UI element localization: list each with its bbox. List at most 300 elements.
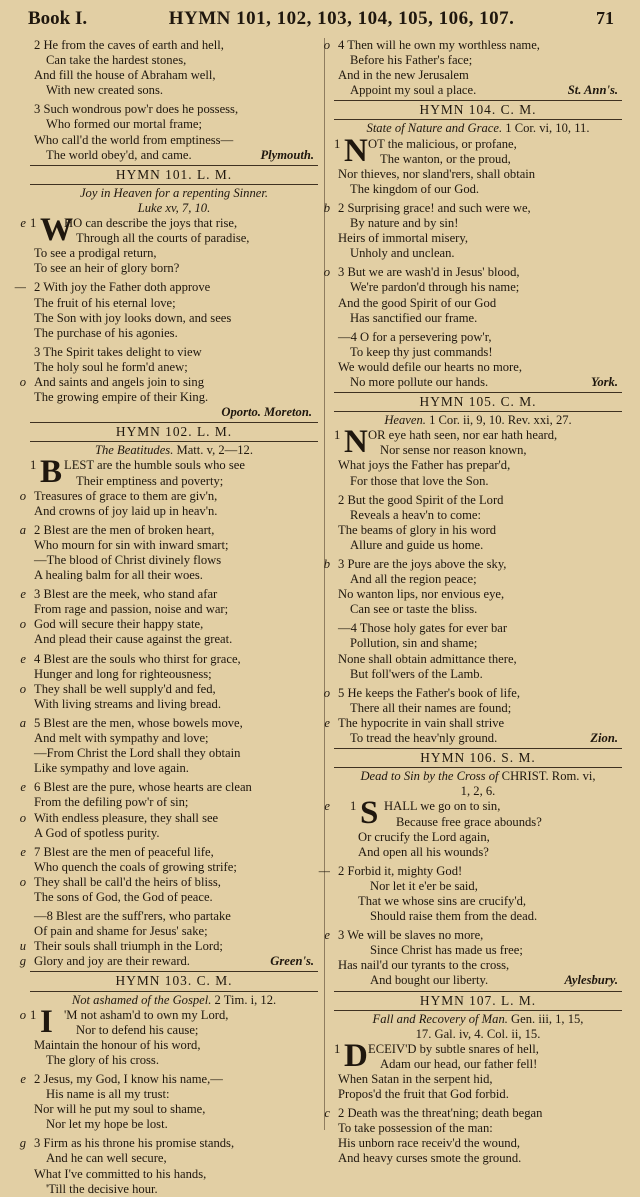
verse-text: Allure and guide us home. bbox=[350, 537, 484, 552]
verse-text: Nor thieves, nor sland'rers, shall obtain bbox=[338, 166, 536, 181]
verse-text: With endless pleasure, they shall see bbox=[34, 810, 219, 825]
expression-mark: b bbox=[323, 557, 330, 571]
verse-text: 2 Blest are the men of broken heart, bbox=[34, 522, 215, 537]
tune-attribution: Aylesbury. bbox=[564, 973, 618, 988]
verse-text: Can take the hardest stones, bbox=[46, 53, 187, 68]
verse-line bbox=[334, 845, 622, 860]
hymn-subtitle bbox=[334, 413, 622, 428]
verse-text: Through all the courts of paradise, bbox=[76, 231, 250, 246]
verse-text: Treasures of grace to them are giv'n, bbox=[34, 488, 218, 503]
verse-text: 2 But the good Spirit of the Lord bbox=[338, 492, 504, 507]
verse-line bbox=[334, 474, 622, 489]
verse-line bbox=[30, 538, 318, 553]
expression-mark: a bbox=[19, 715, 26, 730]
scripture-reference: 1, 2, 6. bbox=[460, 784, 496, 799]
verse-line bbox=[19, 939, 318, 954]
verse-text: The Son with joy looks down, and sees bbox=[34, 310, 232, 325]
hymn-divider bbox=[334, 100, 622, 101]
verse-text: The purchase of his agonies. bbox=[34, 325, 178, 340]
drop-cap: N bbox=[344, 132, 368, 169]
verse-text: God will secure their happy state, bbox=[34, 617, 204, 632]
expression-mark: o bbox=[19, 874, 26, 889]
verse-line bbox=[30, 345, 318, 360]
verse-text: Heirs of immortal misery, bbox=[338, 231, 468, 246]
expression-mark: e bbox=[324, 799, 330, 814]
verse-text: Nor to defend his cause; bbox=[76, 1022, 199, 1037]
verse-line bbox=[334, 943, 622, 958]
verse-text: Their emptiness and poverty; bbox=[76, 473, 224, 488]
verse-text: 2 Forbid it, mighty God! bbox=[338, 863, 463, 878]
verse-line bbox=[30, 697, 318, 712]
verse-line bbox=[334, 958, 622, 973]
expression-mark: e bbox=[20, 1072, 26, 1086]
verse-line bbox=[19, 810, 318, 826]
expression-mark: e bbox=[20, 780, 26, 795]
hymn-divider bbox=[334, 411, 622, 412]
verse-line bbox=[30, 246, 318, 261]
expression-mark: o bbox=[19, 681, 26, 696]
hymn-divider bbox=[334, 119, 622, 120]
hymn-divider bbox=[30, 991, 318, 992]
verse-line bbox=[19, 374, 318, 390]
expression-mark: e bbox=[324, 715, 330, 730]
hymn-divider bbox=[334, 991, 622, 992]
verse-number: 1 bbox=[334, 136, 341, 151]
verse-line bbox=[30, 133, 318, 148]
verse-line bbox=[30, 553, 318, 568]
verse-line bbox=[334, 458, 622, 473]
verse-line bbox=[19, 617, 318, 632]
verse-text: Before his Father's face; bbox=[350, 53, 473, 68]
expression-mark: u bbox=[19, 939, 26, 954]
verse-line bbox=[30, 38, 318, 53]
verse-text: 5 Blest are the men, whose bowels move, bbox=[34, 715, 243, 730]
verse-text: Nor let it e'er be said, bbox=[370, 878, 478, 893]
verse-line bbox=[334, 375, 622, 390]
verse-text: The beams of glory in his word bbox=[338, 522, 497, 537]
expression-mark: e bbox=[20, 587, 26, 602]
opening-stanza bbox=[30, 454, 318, 491]
expression-mark: o bbox=[19, 374, 26, 389]
verse-line bbox=[334, 667, 622, 682]
verse-text: Unholy and unclean. bbox=[350, 246, 455, 261]
verse-text: And all the region peace; bbox=[350, 572, 477, 587]
verse-text: Nor will he put my soul to shame, bbox=[34, 1102, 206, 1117]
verse-text: —8 Blest are the suff'rers, who partake bbox=[34, 909, 231, 924]
hymn-heading: HYMN 104. C. M. bbox=[419, 102, 537, 118]
verse-line bbox=[334, 231, 622, 246]
hymn-subtitle bbox=[30, 443, 318, 458]
verse-text: And the good Spirit of our God bbox=[338, 295, 497, 310]
opening-stanza bbox=[20, 212, 318, 249]
verse-line bbox=[334, 1136, 622, 1151]
verse-line bbox=[334, 311, 622, 326]
verse-text: To take possession of the man: bbox=[338, 1121, 493, 1136]
verse-line bbox=[323, 685, 622, 701]
verse-line bbox=[334, 296, 622, 311]
verse-number: 1 bbox=[30, 458, 37, 473]
verse-line bbox=[334, 973, 622, 988]
verse-line bbox=[334, 182, 622, 197]
verse-line bbox=[318, 863, 622, 879]
verse-text: They shall be well supply'd and fed, bbox=[34, 681, 216, 696]
verse-text: And he can well secure, bbox=[46, 1151, 167, 1166]
verse-text: They shall be call'd the heirs of bliss, bbox=[34, 874, 221, 889]
verse-line bbox=[30, 909, 318, 924]
verse-text: And open all his wounds? bbox=[358, 844, 489, 859]
verse-text: 3 We will be slaves no more, bbox=[338, 928, 484, 943]
expression-mark: o bbox=[19, 488, 26, 503]
verse-line bbox=[30, 1167, 318, 1182]
verse-text: No wanton lips, nor envious eye, bbox=[338, 587, 505, 602]
verse-text: 2 Jesus, my God, I know his name,— bbox=[34, 1072, 223, 1086]
verse-line bbox=[30, 731, 318, 746]
verse-line bbox=[19, 954, 318, 969]
expression-mark: e bbox=[324, 928, 330, 943]
verse-line bbox=[30, 1023, 318, 1038]
verse-line bbox=[334, 1057, 622, 1072]
verse-line bbox=[30, 795, 318, 810]
verse-text: Who formed our mortal frame; bbox=[46, 117, 202, 132]
verse-line bbox=[30, 261, 318, 276]
opening-stanza bbox=[334, 424, 622, 461]
verse-line bbox=[334, 701, 622, 716]
verse-text: Nor let my hope be lost. bbox=[46, 1117, 168, 1132]
verse-text: Who mourn for sin with inward smart; bbox=[34, 537, 229, 552]
verse-line bbox=[30, 474, 318, 489]
verse-text: When Satan in the serpent hid, bbox=[338, 1072, 493, 1086]
verse-line bbox=[30, 860, 318, 875]
hymn-subtitle bbox=[30, 993, 318, 1008]
verse-text: From rage and passion, noise and war; bbox=[34, 602, 229, 617]
verse-text: —4 Those holy gates for ever bar bbox=[338, 621, 508, 636]
verse-text: To tread the heav'nly ground. bbox=[350, 731, 498, 746]
verse-text: For those that love the Son. bbox=[350, 473, 489, 488]
subtitle-title: Fall and Recovery of Man. bbox=[372, 1011, 508, 1026]
verse-text: 3 The Spirit takes delight to view bbox=[34, 344, 202, 359]
verse-text: 7 Blest are the men of peaceful life, bbox=[34, 844, 214, 859]
verse-text: What joys the Father has prepar'd, bbox=[338, 458, 511, 473]
subtitle-title: Luke xv, 7, 10. bbox=[137, 200, 211, 215]
opening-stanza bbox=[19, 1003, 318, 1040]
verse-line bbox=[334, 523, 622, 538]
verse-text: To see an heir of glory born? bbox=[34, 261, 180, 276]
verse-line bbox=[334, 167, 622, 182]
hymn-divider bbox=[334, 392, 622, 393]
expression-mark: e bbox=[20, 844, 26, 859]
verse-text: Propos'd the fruit that God forbid. bbox=[338, 1087, 509, 1102]
tune-attribution: York. bbox=[591, 374, 618, 389]
subtitle-title: The Beatitudes. bbox=[95, 443, 174, 458]
verse-line bbox=[30, 68, 318, 83]
verse-line bbox=[30, 826, 318, 841]
drop-cap: D bbox=[344, 1037, 368, 1074]
verse-line bbox=[334, 1151, 622, 1166]
verse-text: The sons of God, the God of peace. bbox=[34, 889, 213, 904]
scripture-reference: 2 Tim. i, 12. bbox=[211, 992, 277, 1007]
verse-line bbox=[30, 326, 318, 341]
subtitle-title: Not ashamed of the Gospel. bbox=[71, 992, 212, 1007]
subtitle-title: Heaven. bbox=[384, 413, 426, 428]
verse-line bbox=[20, 651, 318, 667]
verse-line bbox=[20, 587, 318, 602]
verse-text: Reveals a heav'n to come: bbox=[350, 507, 481, 522]
verse-text: 4 Then will he own my worthless name, bbox=[338, 38, 540, 52]
expression-mark: o bbox=[19, 617, 26, 632]
hymn-subtitle bbox=[334, 1012, 622, 1027]
verse-line bbox=[334, 1072, 622, 1087]
hymn-divider bbox=[334, 767, 622, 768]
verse-text: Like sympathy and love again. bbox=[34, 761, 189, 776]
expression-mark: e bbox=[20, 651, 26, 666]
verse-line bbox=[30, 1102, 318, 1117]
hymn-divider bbox=[30, 165, 318, 166]
opening-stanza bbox=[324, 795, 622, 832]
verse-line bbox=[19, 874, 318, 890]
verse-line bbox=[19, 1136, 318, 1151]
verse-line bbox=[30, 360, 318, 375]
scripture-reference: 17. Gal. iv, 4. Col. ii, 15. bbox=[415, 1026, 541, 1041]
tune-attribution: Oporto. Moreton. bbox=[221, 405, 312, 420]
verse-line bbox=[334, 68, 622, 83]
verse-line bbox=[323, 200, 622, 216]
verse-line bbox=[20, 780, 318, 795]
verse-text: 3 But we are wash'd in Jesus' blood, bbox=[338, 265, 520, 280]
verse-text: And heavy curses smote the ground. bbox=[338, 1151, 522, 1166]
drop-cap: N bbox=[344, 424, 368, 461]
verse-text: The growing empire of their King. bbox=[34, 390, 209, 405]
hymn-divider bbox=[30, 441, 318, 442]
verse-text: Their souls shall triumph in the Lord; bbox=[34, 939, 223, 954]
verse-text: What I've committed to his hands, bbox=[34, 1166, 207, 1181]
expression-mark: b bbox=[323, 200, 330, 215]
verse-line bbox=[30, 667, 318, 682]
book-label: Book I. bbox=[28, 8, 88, 29]
expression-mark: g bbox=[19, 1136, 26, 1151]
verse-line bbox=[334, 83, 622, 98]
verse-line bbox=[30, 632, 318, 647]
expression-mark: a bbox=[19, 522, 26, 537]
scripture-reference: CHRIST. Rom. vi, bbox=[498, 769, 596, 784]
verse-line bbox=[30, 148, 318, 163]
verse-text: And crowns of joy laid up in heav'n. bbox=[34, 503, 218, 518]
verse-text: 6 Blest are the pure, whose hearts are clean bbox=[34, 780, 252, 795]
verse-line bbox=[30, 311, 318, 326]
verse-line bbox=[334, 53, 622, 68]
verse-line bbox=[334, 493, 622, 508]
verse-line bbox=[30, 602, 318, 617]
verse-text: The fruit of his eternal love; bbox=[34, 295, 176, 310]
verse-line bbox=[334, 360, 622, 375]
verse-line bbox=[334, 330, 622, 345]
expression-mark: — bbox=[318, 863, 330, 878]
verse-line bbox=[323, 265, 622, 280]
verse-number: 1 bbox=[30, 1007, 37, 1022]
tune-attribution: Zion. bbox=[590, 731, 618, 746]
verse-text: The kingdom of our God. bbox=[350, 181, 480, 196]
verse-text: LEST are the humble souls who see bbox=[64, 458, 245, 473]
verse-text: Since Christ has made us free; bbox=[370, 943, 523, 958]
verse-line bbox=[324, 1106, 622, 1121]
verse-text: Who call'd the world from emptiness— bbox=[34, 132, 234, 147]
tune-attribution: St. Ann's. bbox=[567, 83, 618, 98]
verse-line bbox=[19, 681, 318, 697]
verse-text: Should raise them from the dead. bbox=[370, 909, 538, 924]
verse-line bbox=[334, 508, 622, 523]
verse-text: By nature and by sin! bbox=[350, 216, 459, 231]
verse-number: 1 bbox=[334, 428, 341, 443]
drop-cap: I bbox=[40, 1003, 53, 1040]
verse-text: The glory of his cross. bbox=[46, 1052, 159, 1067]
verse-text: That we whose sins are crucify'd, bbox=[358, 893, 527, 908]
verse-line bbox=[30, 1117, 318, 1132]
hymn-subtitle bbox=[334, 1027, 622, 1042]
verse-text: OR eye hath seen, nor ear hath heard, bbox=[368, 428, 558, 443]
verse-line bbox=[334, 280, 622, 295]
expression-mark: g bbox=[19, 954, 26, 969]
verse-text: We're pardon'd through his name; bbox=[350, 280, 520, 295]
verse-text: With new created sons. bbox=[46, 83, 163, 98]
verse-text: 2 Surprising grace! and such were we, bbox=[338, 200, 531, 215]
verse-line bbox=[323, 38, 622, 53]
verse-text: No more pollute our hands. bbox=[350, 374, 489, 389]
page-number: 71 bbox=[595, 8, 614, 28]
expression-mark: o bbox=[323, 38, 330, 52]
verse-text: From the defiling pow'r of sin; bbox=[34, 795, 189, 810]
verse-text: A God of spotless purity. bbox=[34, 825, 160, 840]
verse-line bbox=[30, 568, 318, 583]
verse-text: 3 Pure are the joys above the sky, bbox=[338, 557, 507, 571]
verse-line bbox=[30, 296, 318, 311]
verse-line bbox=[334, 815, 622, 830]
verse-line bbox=[334, 587, 622, 602]
verse-line bbox=[30, 1038, 318, 1053]
expression-mark: — bbox=[14, 280, 26, 295]
hymn-divider bbox=[334, 1010, 622, 1011]
verse-line bbox=[30, 83, 318, 98]
verse-line bbox=[30, 761, 318, 776]
verse-line bbox=[334, 909, 622, 924]
verse-line bbox=[30, 231, 318, 246]
verse-text: Appoint my soul a place. bbox=[350, 83, 477, 98]
verse-line bbox=[30, 53, 318, 68]
verse-text: 3 Blest are the meek, who stand afar bbox=[34, 587, 218, 602]
verse-text: Adam our head, our father fell! bbox=[380, 1056, 538, 1071]
verse-line bbox=[334, 538, 622, 553]
verse-text: 3 Firm as his throne his promise stands, bbox=[34, 1136, 235, 1151]
right-column bbox=[318, 38, 622, 1167]
verse-line bbox=[334, 731, 622, 746]
left-column bbox=[14, 38, 318, 1197]
hymn-heading: HYMN 105. C. M. bbox=[419, 394, 537, 410]
hymn-divider bbox=[30, 184, 318, 185]
hymn-heading: HYMN 102. L. M. bbox=[115, 424, 233, 440]
verse-text: HALL we go on to sin, bbox=[384, 799, 501, 814]
scripture-reference: Gen. iii, 1, 15, bbox=[507, 1011, 584, 1026]
verse-line bbox=[30, 102, 318, 117]
verse-text: And plead their cause against the great. bbox=[34, 632, 233, 647]
tune-attribution: Plymouth. bbox=[260, 147, 314, 162]
scripture-reference: 1 Cor. ii, 9, 10. Rev. xxi, 27. bbox=[425, 413, 572, 428]
scripture-reference: 1 Cor. vi, 10, 11. bbox=[502, 121, 590, 136]
verse-text: But foll'wers of the Lamb. bbox=[350, 666, 483, 681]
verse-text: Maintain the honour of his word, bbox=[34, 1037, 201, 1052]
verse-line bbox=[30, 1087, 318, 1102]
verse-line bbox=[30, 390, 318, 405]
verse-line bbox=[334, 879, 622, 894]
verse-text: To keep thy just commands! bbox=[350, 344, 493, 359]
verse-text: —From Christ the Lord shall they obtain bbox=[34, 746, 241, 761]
verse-line bbox=[334, 894, 622, 909]
verse-line bbox=[334, 636, 622, 651]
verse-text: And fill the house of Abraham well, bbox=[34, 68, 216, 83]
verse-text: —The blood of Christ divinely flows bbox=[34, 553, 222, 567]
verse-line bbox=[334, 830, 622, 845]
verse-text: 2 Death was the threat'ning; death began bbox=[338, 1106, 543, 1121]
expression-mark: o bbox=[323, 265, 330, 280]
verse-line bbox=[334, 602, 622, 617]
verse-line bbox=[19, 715, 318, 731]
expression-mark: o bbox=[19, 1007, 26, 1022]
verse-text: None shall obtain admittance there, bbox=[338, 651, 517, 666]
verse-line bbox=[30, 504, 318, 519]
hymn-divider bbox=[30, 422, 318, 423]
verse-text: His unborn race receiv'd the wound, bbox=[338, 1136, 521, 1151]
verse-line bbox=[30, 117, 318, 132]
verse-text: Has nail'd our tyrants to the cross, bbox=[338, 958, 510, 973]
verse-text: Pollution, sin and shame; bbox=[350, 636, 478, 651]
hymn-divider bbox=[30, 971, 318, 972]
verse-text: —4 O for a persevering pow'r, bbox=[338, 329, 492, 344]
expression-mark: o bbox=[323, 685, 330, 700]
verse-line bbox=[334, 216, 622, 231]
opening-stanza bbox=[334, 132, 622, 169]
verse-line bbox=[30, 924, 318, 939]
verse-text: 'Till the decisive hour. bbox=[46, 1181, 158, 1196]
verse-text: 2 He from the caves of earth and hell, bbox=[34, 38, 224, 52]
verse-number: 1 bbox=[30, 216, 37, 231]
verse-text: There all their names are found; bbox=[350, 700, 512, 715]
tune-attribution: Green's. bbox=[270, 954, 314, 969]
verse-line bbox=[20, 1072, 318, 1087]
verse-line bbox=[30, 890, 318, 905]
expression-mark: e bbox=[20, 216, 26, 231]
verse-text: To see a prodigal return, bbox=[34, 246, 157, 261]
expression-mark: o bbox=[19, 810, 26, 825]
verse-text: We would defile our hearts no more, bbox=[338, 359, 522, 374]
verse-text: And melt with sympathy and love; bbox=[34, 731, 209, 746]
verse-text: Has sanctified our frame. bbox=[350, 310, 478, 325]
verse-line bbox=[334, 345, 622, 360]
subtitle-title: Dead to Sin by the Cross of bbox=[360, 769, 499, 784]
verse-text: Or crucify the Lord again, bbox=[358, 829, 490, 844]
verse-line bbox=[30, 1182, 318, 1197]
verse-line bbox=[30, 1053, 318, 1068]
verse-text: 5 He keeps the Father's book of life, bbox=[338, 685, 521, 700]
verse-number: 1 bbox=[350, 799, 357, 814]
verse-text: Can see or taste the bliss. bbox=[350, 602, 478, 617]
verse-text: And bought our liberty. bbox=[370, 973, 489, 988]
hymn-divider bbox=[334, 748, 622, 749]
verse-text: OT the malicious, or profane, bbox=[368, 136, 517, 151]
verse-line bbox=[334, 1087, 622, 1102]
page-header bbox=[28, 8, 614, 34]
verse-line bbox=[334, 246, 622, 261]
verse-line bbox=[30, 1151, 318, 1166]
verse-text: And in the new Jerusalem bbox=[338, 68, 469, 83]
hymn-subtitle bbox=[334, 121, 622, 136]
verse-line bbox=[19, 522, 318, 538]
